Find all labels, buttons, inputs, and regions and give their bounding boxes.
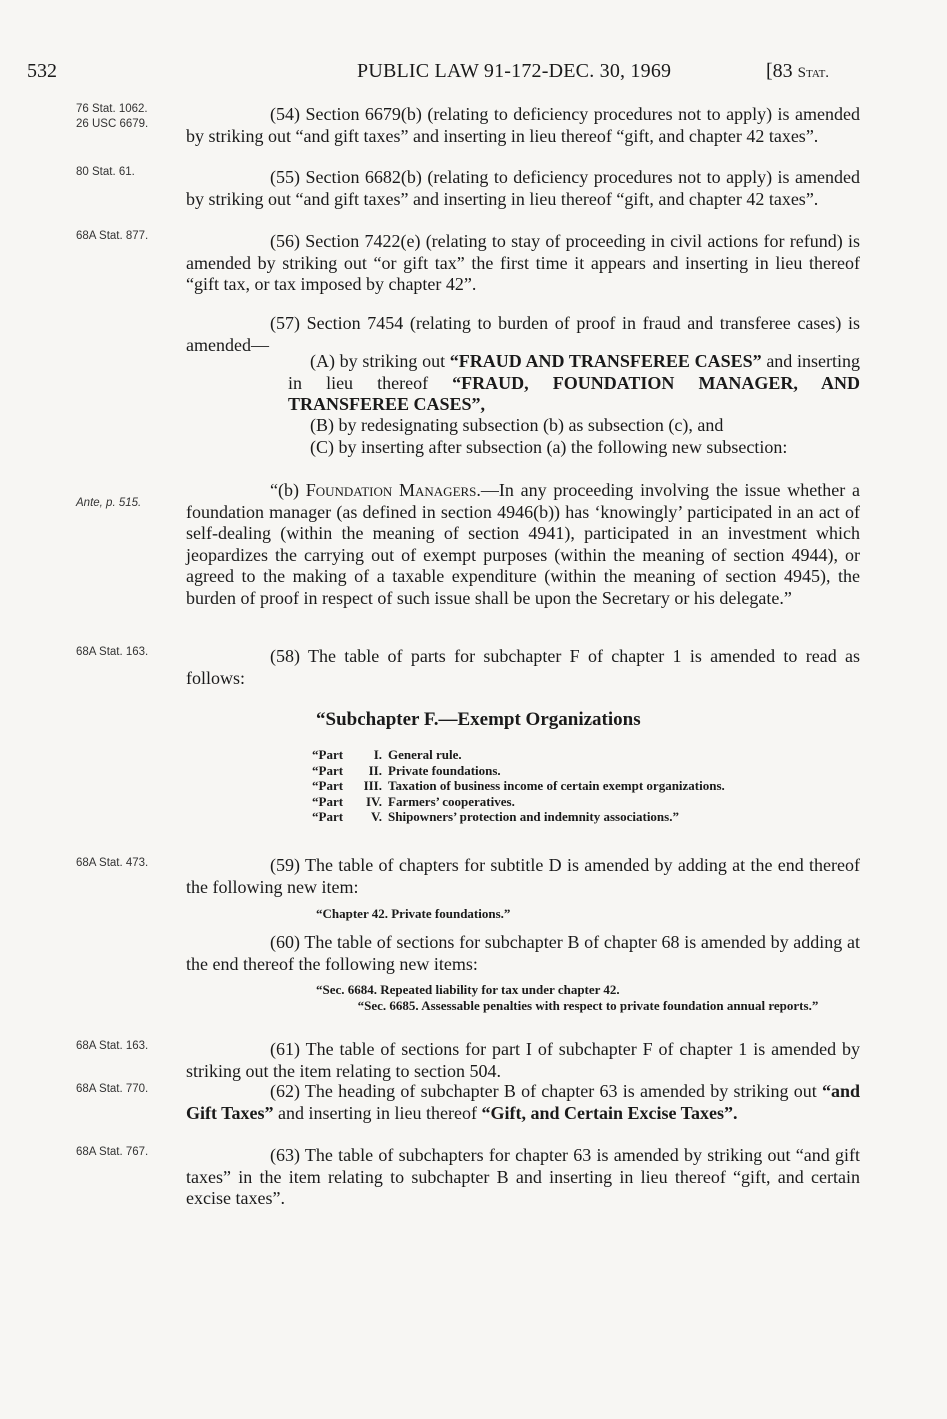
section-item: “Sec. 6684. Repeated liability for tax under chapter 42.	[316, 982, 620, 997]
paragraph-59: (59) The table of chapters for subtitle D is amended by adding at the end thereof the following new item:	[186, 855, 860, 897]
paragraph-62: (62) The heading of subchapter B of chapter 63 is amended by striking out “and Gift Taxes” and inserting in lieu thereof “Gift, and Certain Excise Taxes”.	[186, 1081, 860, 1123]
volume-stat: Stat.	[797, 65, 830, 81]
margin-note: 68A Stat. 770.	[76, 1083, 149, 1095]
table-row: “Part I. General rule.	[312, 747, 462, 762]
table-row: “Part V. Shipowners’ protection and indemnity associations.”	[312, 809, 679, 824]
margin-note: 76 Stat. 1062.	[76, 103, 148, 115]
paragraph-56: (56) Section 7422(e) (relating to stay of proceeding in civil actions for refund) is amended by striking out “or gift tax” the first time it appears and inserting in lieu thereof “gift tax, or tax imposed by chapter 42”.	[186, 231, 860, 294]
parts-table	[312, 747, 860, 825]
paragraph-57-b: (B) by redesignating subsection (b) as subsection (c), and	[310, 415, 724, 435]
paragraph-57-a: (A) by striking out “FRAUD AND TRANSFEREE CASES” and inserting in lieu thereof “FRAUD, FOUNDATION MANAGER, AND TRANSFEREE CASES”,	[288, 351, 861, 414]
margin-note: 68A Stat. 163.	[76, 646, 149, 658]
quoted-heading: Foundation Managers.	[305, 480, 481, 500]
table-row: “Part III. Taxation of business income of certain exempt organizations.	[312, 778, 725, 793]
paragraph-58: (58) The table of parts for subchapter F of chapter 1 is amended to read as follows:	[186, 646, 860, 688]
chapter-item: “Chapter 42. Private foundations.”	[316, 906, 511, 921]
paragraph-61: (61) The table of sections for part I of subchapter F of chapter 1 is amended by striking out the item relating to section 504.	[186, 1039, 860, 1081]
paragraph-55: (55) Section 6682(b) (relating to deficiency procedures not to apply) is amended by striking out “and gift taxes” and inserting in lieu thereof “gift, and chapter 42 taxes”.	[186, 167, 860, 209]
subchapter-heading: “Subchapter F.—Exempt Organizations	[316, 709, 641, 730]
section-item: “Sec. 6685. Assessable penalties with respect to private foundation annual reports.”	[357, 998, 819, 1013]
table-row: “Part IV. Farmers’ cooperatives.	[312, 793, 515, 809]
table-row: “Part II. Private foundations.	[312, 762, 501, 778]
margin-note: 80 Stat. 61.	[76, 166, 135, 178]
quoted-subsection-b: “(b) Foundation Managers.—In any proceeding involving the issue whether a foundation manager (as defined in section 4946(b)) has ‘knowingly’ participated in an act of self-dealing (within the meaning of section 4941), participated in an investment which jeopardizes the carrying out of exempt purposes (within the meaning of section 4944), or agreed to the making of a taxable expenditure (within the meaning of section 4945), the burden of proof in respect of such issue shall be upon the Secretary or his delegate.”	[186, 480, 860, 608]
page-number: 532	[27, 60, 57, 82]
paragraph-57: (57) Section 7454 (relating to burden of proof in fraud and transferee cases) is amended—	[186, 313, 860, 355]
paragraph-60: (60) The table of sections for subchapter B of chapter 68 is amended by adding at the end thereof the following new items:	[186, 932, 860, 974]
paragraph-54: (54) Section 6679(b) (relating to deficiency procedures not to apply) is amended by striking out “and gift taxes” and inserting in lieu thereof “gift, and chapter 42 taxes”.	[186, 104, 860, 146]
margin-note: 68A Stat. 163.	[76, 1040, 149, 1052]
volume-reference	[766, 60, 829, 83]
volume-number: [83	[766, 60, 798, 82]
paragraph-63: (63) The table of subchapters for chapter 63 is amended by striking out “and gift taxes” in the item relating to subchapter B and inserting in lieu thereof “gift, and certain excise taxes”.	[186, 1145, 860, 1208]
margin-note: 68A Stat. 767.	[76, 1146, 149, 1158]
page-title: PUBLIC LAW 91-172-DEC. 30, 1969	[357, 60, 672, 82]
margin-note: Ante, p. 515.	[76, 497, 142, 509]
margin-note: 68A Stat. 473.	[76, 857, 149, 869]
margin-note: 68A Stat. 877.	[76, 230, 149, 242]
margin-note: 26 USC 6679.	[76, 118, 149, 130]
paragraph-57-c: (C) by inserting after subsection (a) the following new subsection:	[310, 437, 788, 457]
